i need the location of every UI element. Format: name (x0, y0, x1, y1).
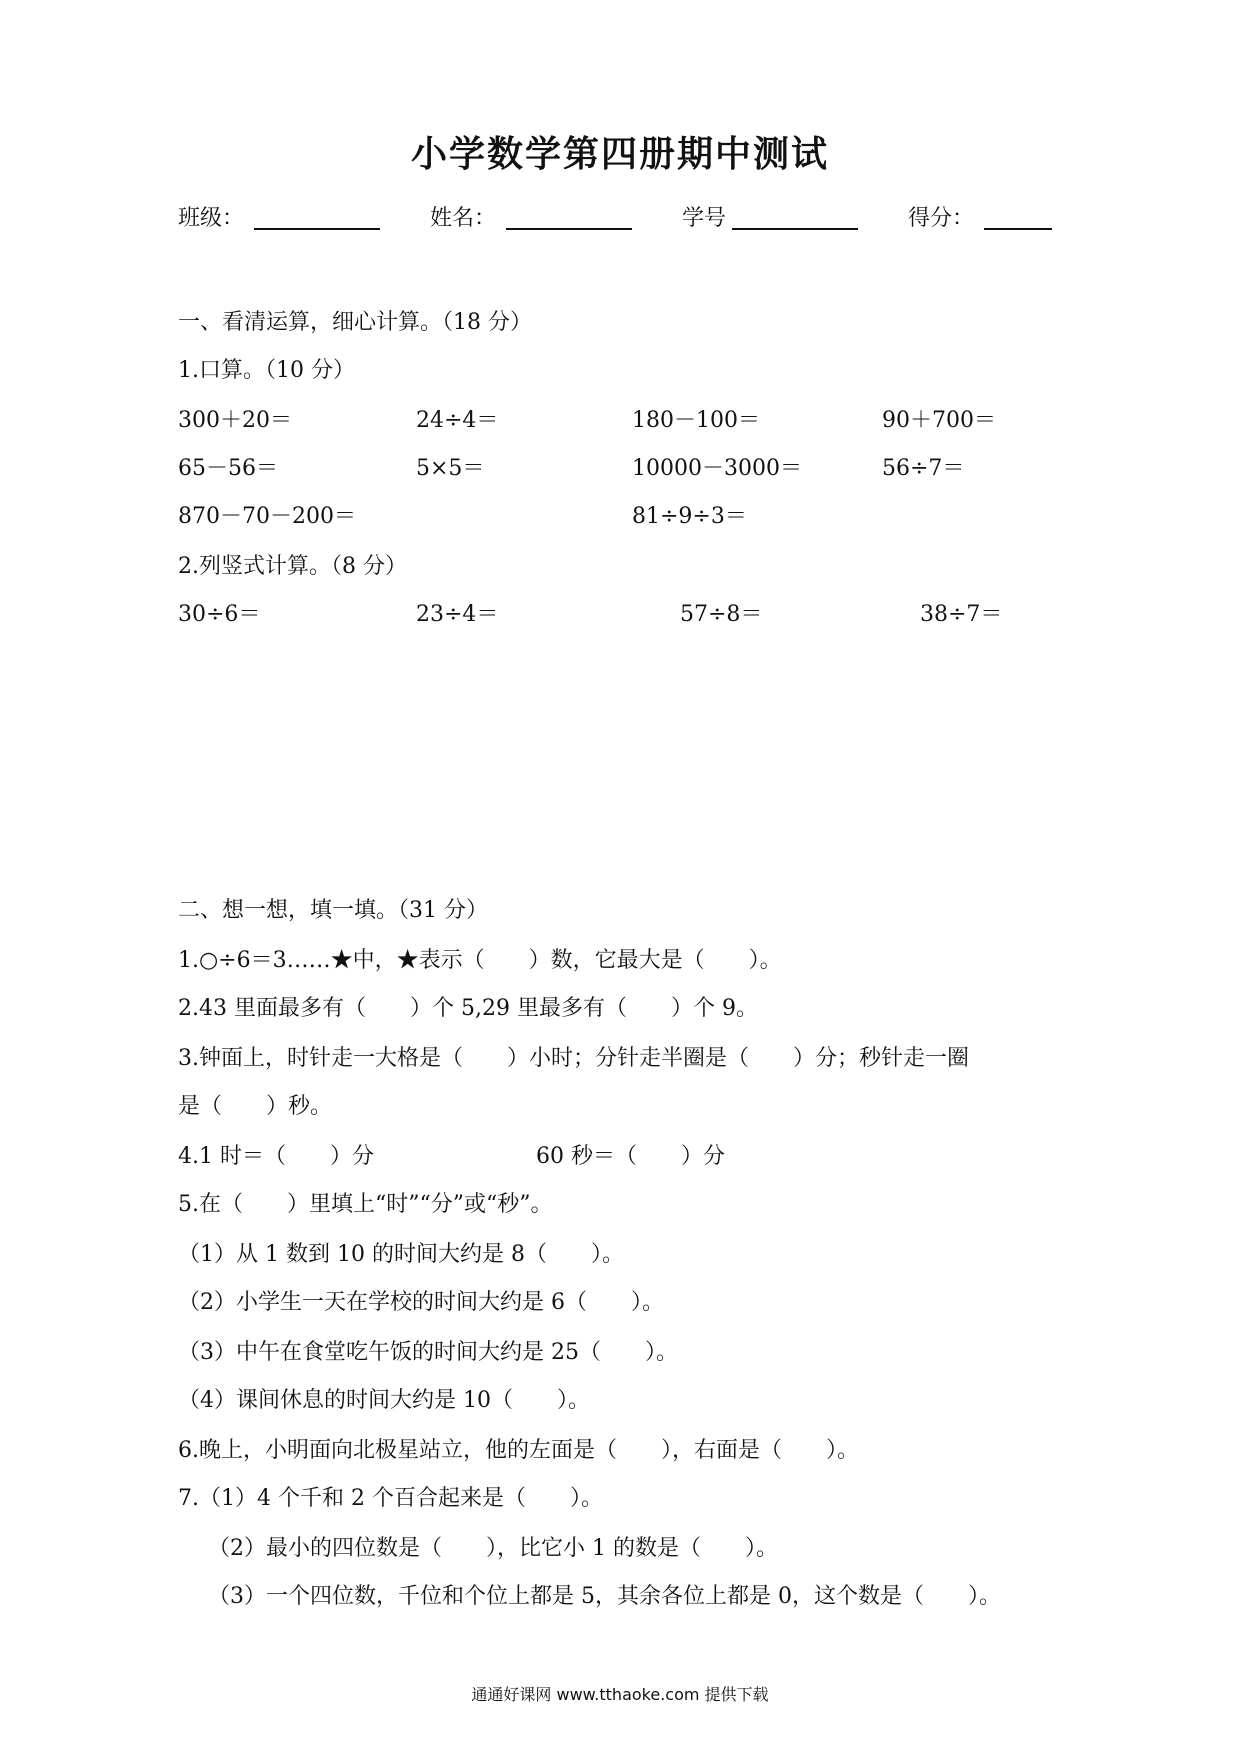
calc-item: 870－70－200＝ (178, 504, 356, 529)
calc-item: 24÷4＝ (416, 408, 499, 433)
calc-item: 65－56＝ (178, 456, 278, 481)
oral-calc-heading: 1.口算。（10 分） (178, 358, 355, 383)
class-blank (254, 228, 380, 230)
calc-item: 180－100＝ (632, 408, 760, 433)
vertical-calc-item: 23÷4＝ (416, 602, 499, 627)
score-blank (984, 228, 1052, 230)
calc-item: 81÷9÷3＝ (632, 504, 747, 529)
footer-source: 通通好课网 www.tthaoke.com 提供下载 (471, 1685, 769, 1704)
question-7-2: （2）最小的四位数是（ ），比它小 1 的数是（ ）。 (208, 1536, 778, 1561)
question-3-line2: 是（ ）秒。 (178, 1094, 333, 1119)
section1-heading: 一、看清运算，细心计算。（18 分） (178, 310, 532, 335)
question-7-1: 7.（1）4 个千和 2 个百合起来是（ ）。 (178, 1486, 603, 1511)
question-5-item: （2）小学生一天在学校的时间大约是 6（ ）。 (178, 1290, 664, 1315)
student-id-label: 学号 (682, 206, 727, 231)
calc-item: 10000－3000＝ (632, 456, 802, 481)
calc-item: 56÷7＝ (882, 456, 965, 481)
question-6: 6.晚上，小明面向北极星站立，他的左面是（ ），右面是（ ）。 (178, 1438, 859, 1463)
student-id-blank (732, 228, 858, 230)
vertical-calc-item: 30÷6＝ (178, 602, 261, 627)
question-2: 2.43 里面最多有（ ）个 5,29 里最多有（ ）个 9。 (178, 996, 758, 1021)
name-label: 姓名： (430, 206, 497, 231)
question-1: 1.○÷6＝3……★中，★表示（ ）数，它最大是（ ）。 (178, 948, 782, 973)
vertical-calc-heading: 2.列竖式计算。（8 分） (178, 554, 407, 579)
question-5-item: （4）课间休息的时间大约是 10（ ）。 (178, 1388, 590, 1413)
page-title: 小学数学第四册期中测试 (410, 134, 829, 175)
score-label: 得分： (908, 206, 975, 231)
calc-item: 5×5＝ (416, 456, 485, 481)
vertical-calc-item: 38÷7＝ (920, 602, 1003, 627)
section2-heading: 二、想一想，填一填。（31 分） (178, 898, 488, 923)
vertical-calc-item: 57÷8＝ (680, 602, 763, 627)
question-7-3: （3）一个四位数，千位和个位上都是 5，其余各位上都是 0，这个数是（ ）。 (208, 1584, 1001, 1609)
class-label: 班级： (178, 206, 245, 231)
question-4a: 4.1 时＝（ ）分 (178, 1144, 374, 1169)
calc-item: 90＋700＝ (882, 408, 996, 433)
question-5: 5.在（ ）里填上“时”“分”或“秒”。 (178, 1192, 553, 1217)
name-blank (506, 228, 632, 230)
question-5-item: （3）中午在食堂吃午饭的时间大约是 25（ ）。 (178, 1340, 678, 1365)
question-4b: 60 秒＝（ ）分 (536, 1144, 725, 1169)
question-5-item: （1）从 1 数到 10 的时间大约是 8（ ）。 (178, 1242, 624, 1267)
calc-item: 300＋20＝ (178, 408, 292, 433)
question-3-line1: 3.钟面上，时针走一大格是（ ）小时；分针走半圈是（ ）分；秒针走一圈 (178, 1046, 969, 1071)
